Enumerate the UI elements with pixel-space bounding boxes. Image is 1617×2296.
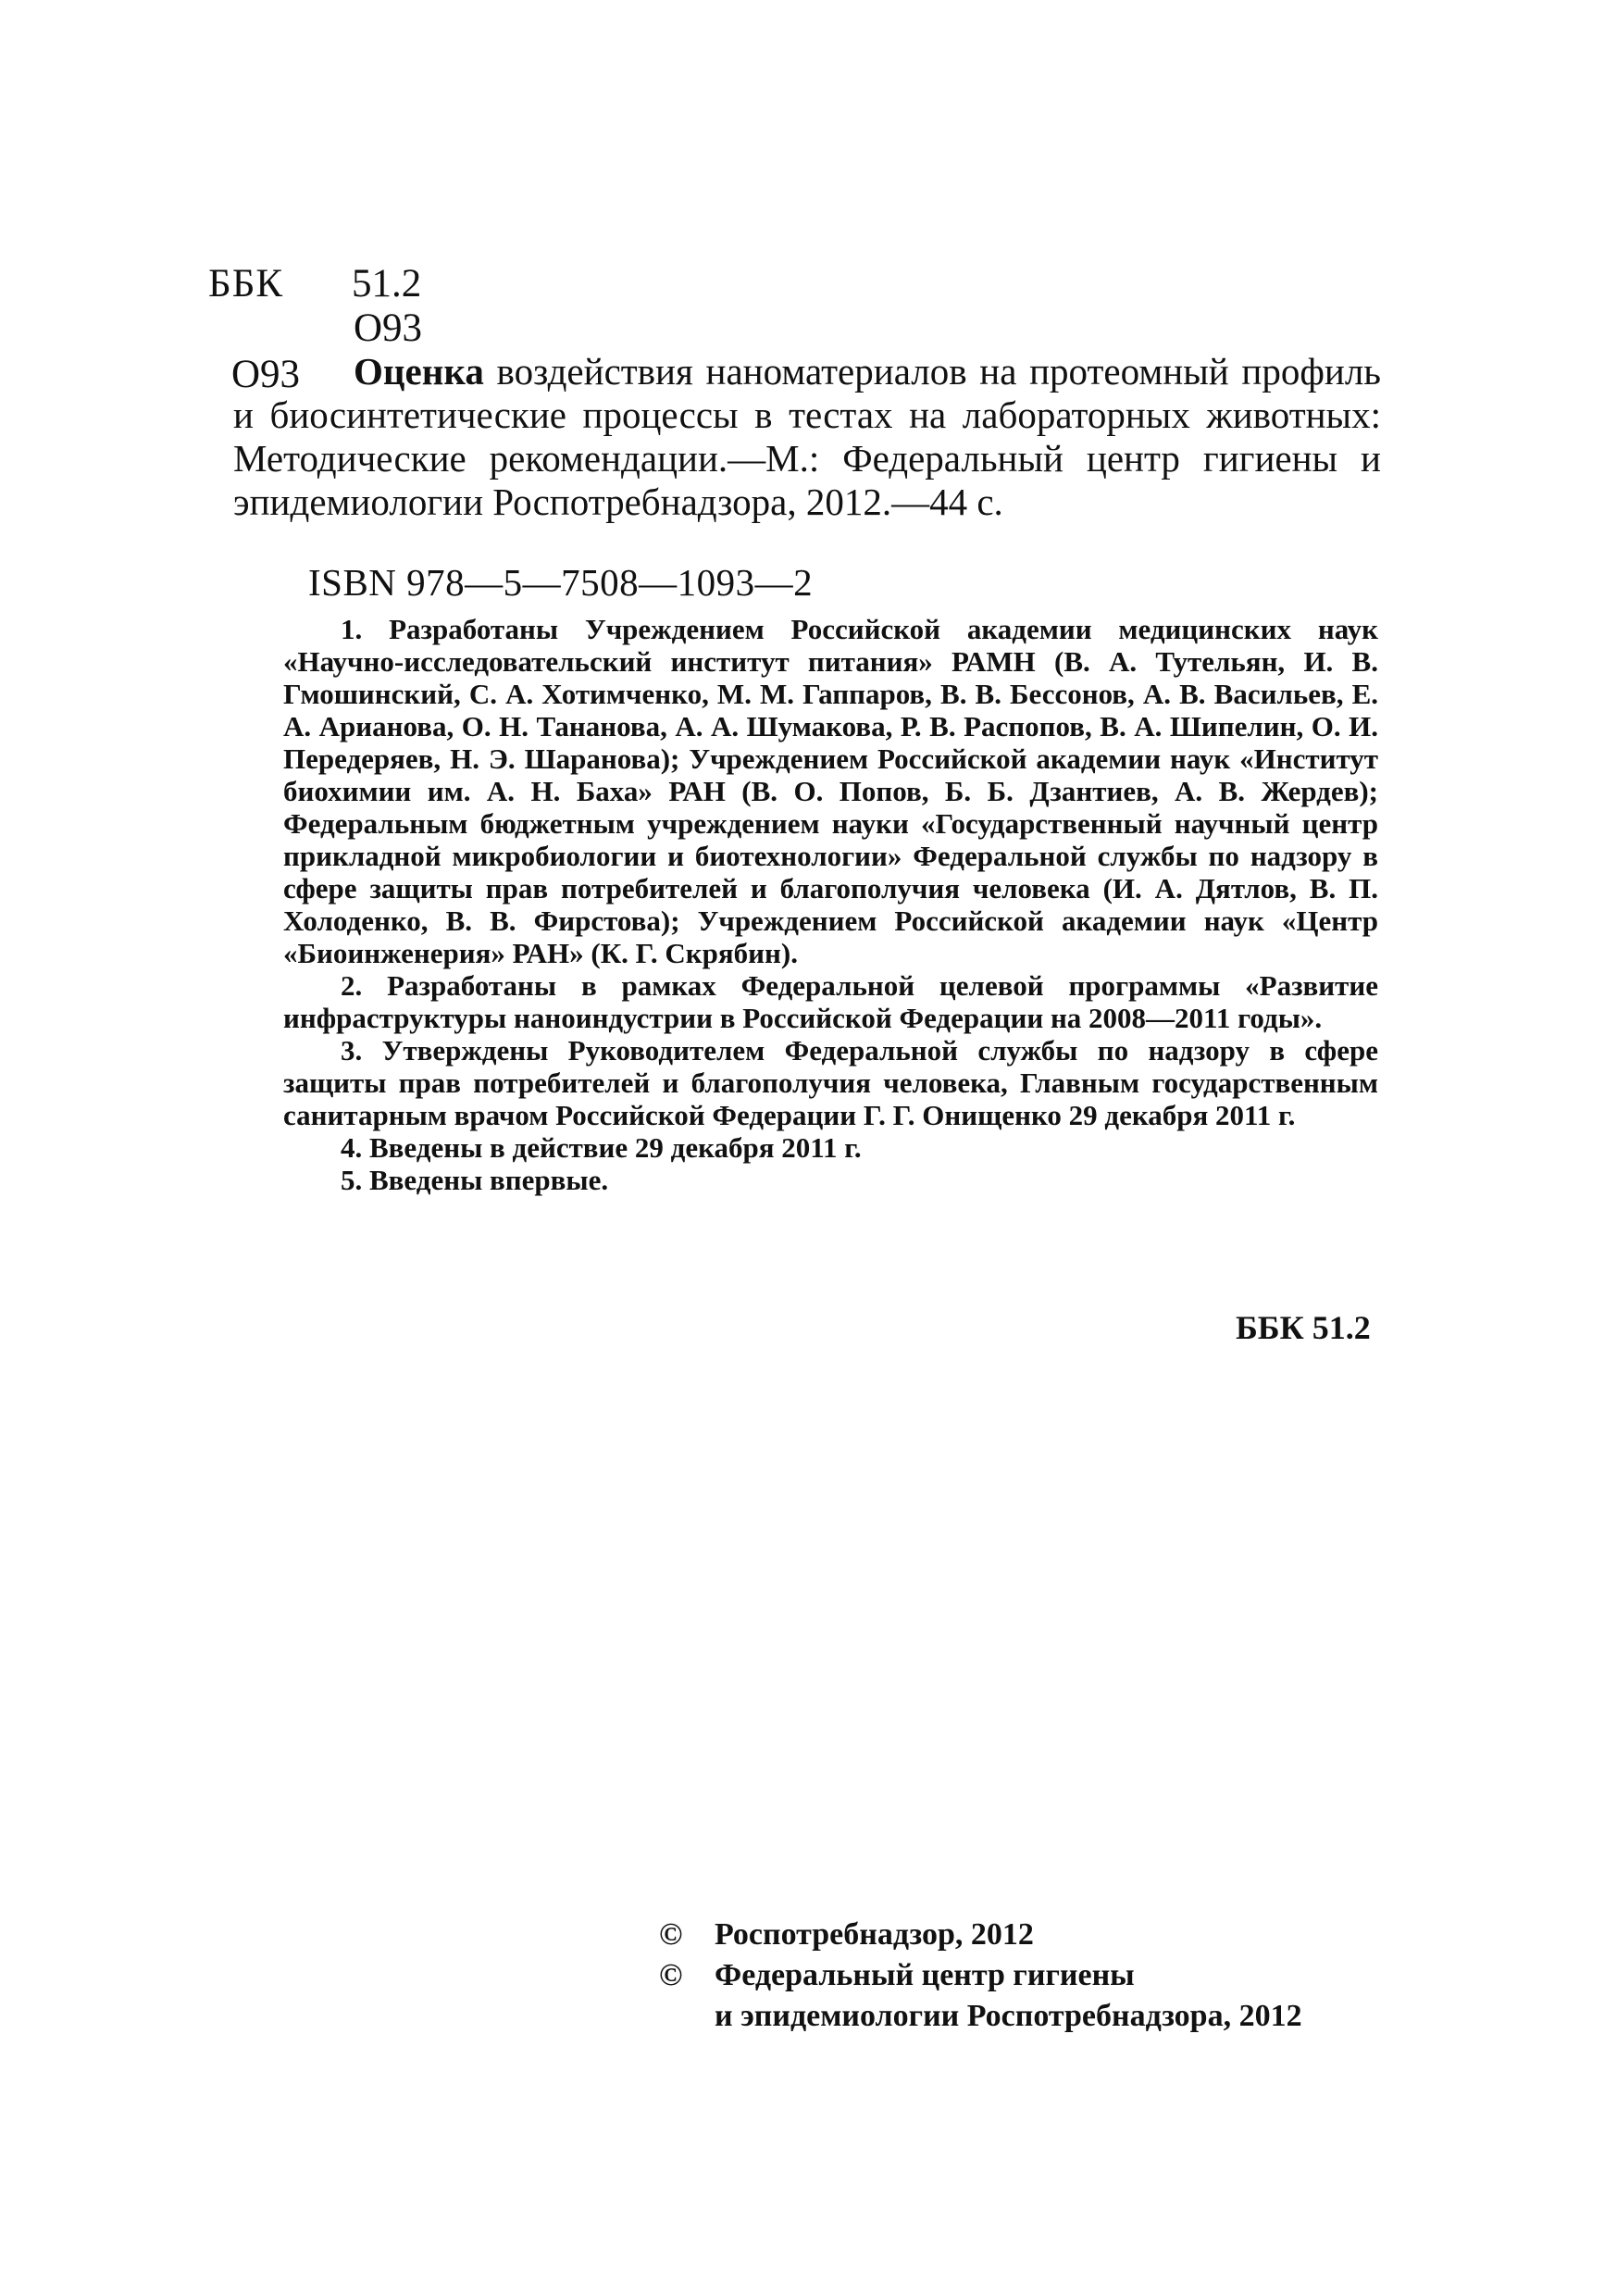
copyright-line-3: и эпидемиологии Роспотребнадзора, 2012 bbox=[715, 1999, 1302, 2033]
copyright-row-2 bbox=[659, 1955, 1446, 1996]
bbk-code: 51.2 bbox=[352, 262, 422, 306]
note-2: 2. Разработаны в рамках Федеральной целевой программы «Развитие инфраструктуры наноиндустрии в Российской Федерации на 2008—2011 годы». bbox=[283, 969, 1378, 1034]
isbn: ISBN 978—5—7508—1093—2 bbox=[308, 561, 814, 604]
bbk-bottom: ББК 51.2 bbox=[1236, 1309, 1371, 1346]
copyright-icon: © bbox=[659, 1958, 683, 1992]
note-3: 3. Утверждены Руководителем Федеральной службы по надзору в сфере защиты прав потребителей и благополучия человека, Главным государственным санитарным врачом Российской Федерации Г. Г. Онищенко 29 декабря 2011 г. bbox=[283, 1034, 1378, 1131]
note-5: 5. Введены впервые. bbox=[341, 1164, 609, 1196]
copyright-icon: © bbox=[659, 1917, 683, 1952]
note-4: 4. Введены в действие 29 декабря 2011 г. bbox=[341, 1131, 862, 1164]
notes-list bbox=[283, 613, 1378, 1196]
title-author-sign: О93 bbox=[231, 353, 301, 396]
copyright-block bbox=[659, 1915, 1446, 2037]
copyright-line-2: Федеральный центр гигиены bbox=[715, 1958, 1135, 1992]
copyright-row-1 bbox=[659, 1915, 1446, 1955]
bbk-label: ББК bbox=[208, 262, 284, 306]
title-text: воздействия наноматериалов на протеомный профиль и биосинтетические процессы в тестах на лабораторных животных: Методические рекомендации.—М.: Федеральный центр гигиены и эпидемиологии Роспотребнадзора, 2012.—44 с. bbox=[233, 350, 1381, 523]
copyright-row-3 bbox=[659, 1996, 1446, 2037]
author-sign: О93 bbox=[354, 306, 423, 350]
title-bold-word: Оценка bbox=[354, 350, 484, 393]
note-1: 1. Разработаны Учреждением Российской академии медицинских наук «Научно-исследовательский институт питания» РАМН (В. А. Тутельян, И. В. Гмошинский, С. А. Хотимченко, М. М. Гаппаров, В. В. Бессонов, А. В. Васильев, Е. А. Арианова, О. Н. Тананова, А. А. Шумакова, Р. В. Распопов, В. А. Шипелин, О. И. Передеряев, Н. Э. Шаранова); Учреждением Российской академии наук «Институт биохимии им. А. Н. Баха» РАН (В. О. Попов, Б. Б. Дзантиев, А. В. Жердев); Федеральным бюджетным учреждением науки «Государственный научный центр прикладной микробиологии и биотехнологии» Федеральной службы по надзору в сфере защиты прав потребителей и благополучия человека (И. А. Дятлов, В. П. Холоденко, В. В. Фирстова); Учреждением Российской академии наук «Центр «Биоинженерия» РАН» (К. Г. Скрябин). bbox=[283, 613, 1378, 969]
bibliographic-title bbox=[233, 350, 1381, 524]
copyright-line-1: Роспотребнадзор, 2012 bbox=[715, 1917, 1034, 1952]
